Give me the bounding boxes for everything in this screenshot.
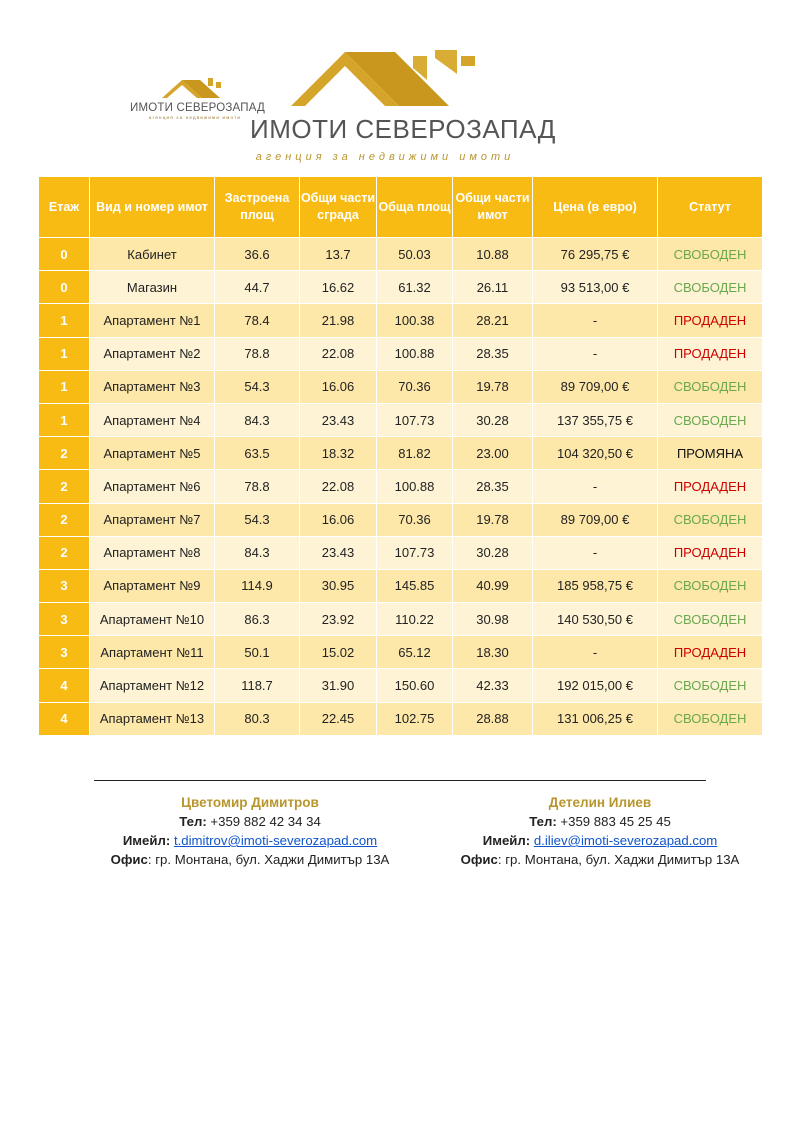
unit-cell: Апартамент №7 (90, 503, 215, 536)
built-area-cell: 63.5 (215, 437, 300, 470)
contact-phone: +359 882 42 34 34 (210, 814, 321, 829)
contact-office: : гр. Монтана, бул. Хаджи Димитър 13А (497, 852, 740, 867)
contact-email-link[interactable]: t.dimitrov@imoti-severozapad.com (173, 833, 378, 848)
contact-email-line (420, 831, 780, 850)
common-unit-cell: 30.28 (453, 536, 533, 569)
brand-tagline-large: агенция за недвижими имоти (255, 151, 515, 163)
table-row (39, 370, 763, 403)
status-cell: ПРОДАДЕН (658, 337, 763, 370)
unit-cell: Кабинет (90, 238, 215, 271)
contact-phone: +359 883 45 25 45 (560, 814, 671, 829)
common-unit-cell: 19.78 (453, 503, 533, 536)
email-label: Имейл: (122, 833, 171, 848)
total-area-cell: 107.73 (377, 536, 453, 569)
total-area-cell: 150.60 (377, 669, 453, 702)
price-cell: 192 015,00 € (533, 669, 658, 702)
status-cell: ПРОДАДЕН (658, 636, 763, 669)
common-building-cell: 13.7 (300, 238, 377, 271)
phone-label: Тел: (529, 814, 557, 829)
contact-email-link[interactable]: d.iliev@imoti-severozapad.com (533, 833, 718, 848)
header-floor: Етаж (39, 177, 90, 238)
table-row (39, 636, 763, 669)
total-area-cell: 61.32 (377, 271, 453, 304)
price-cell: 104 320,50 € (533, 437, 658, 470)
built-area-cell: 50.1 (215, 636, 300, 669)
unit-cell: Апартамент №12 (90, 669, 215, 702)
floor-cell: 2 (39, 536, 90, 569)
price-cell: 131 006,25 € (533, 702, 658, 735)
status-cell: СВОБОДЕН (658, 603, 763, 636)
built-area-cell: 44.7 (215, 271, 300, 304)
total-area-cell: 100.88 (377, 470, 453, 503)
unit-cell: Апартамент №3 (90, 370, 215, 403)
header-unit: Вид и номер имот (90, 177, 215, 238)
total-area-cell: 70.36 (377, 370, 453, 403)
common-unit-cell: 19.78 (453, 370, 533, 403)
common-unit-cell: 30.28 (453, 403, 533, 436)
contact-phone-line (70, 812, 430, 831)
price-cell: - (533, 536, 658, 569)
common-unit-cell: 28.35 (453, 470, 533, 503)
built-area-cell: 78.4 (215, 304, 300, 337)
floor-cell: 4 (39, 702, 90, 735)
header-total-area: Обща площ (377, 177, 453, 238)
header-common-unit: Общи части имот (453, 177, 533, 238)
total-area-cell: 145.85 (377, 569, 453, 602)
common-unit-cell: 10.88 (453, 238, 533, 271)
status-cell: ПРОДАДЕН (658, 536, 763, 569)
table-row (39, 536, 763, 569)
status-cell: ПРОДАДЕН (658, 470, 763, 503)
contact-card-1 (70, 793, 430, 869)
common-building-cell: 23.43 (300, 536, 377, 569)
table-row (39, 503, 763, 536)
unit-cell: Апартамент №9 (90, 569, 215, 602)
unit-cell: Магазин (90, 271, 215, 304)
total-area-cell: 100.88 (377, 337, 453, 370)
common-building-cell: 16.06 (300, 370, 377, 403)
built-area-cell: 80.3 (215, 702, 300, 735)
total-area-cell: 65.12 (377, 636, 453, 669)
property-table (38, 176, 763, 736)
table-row (39, 702, 763, 735)
table-header-row (39, 177, 763, 238)
unit-cell: Апартамент №4 (90, 403, 215, 436)
total-area-cell: 81.82 (377, 437, 453, 470)
floor-cell: 4 (39, 669, 90, 702)
built-area-cell: 84.3 (215, 536, 300, 569)
status-cell: СВОБОДЕН (658, 702, 763, 735)
common-unit-cell: 42.33 (453, 669, 533, 702)
price-cell: - (533, 470, 658, 503)
common-unit-cell: 28.88 (453, 702, 533, 735)
common-building-cell: 16.06 (300, 503, 377, 536)
common-building-cell: 21.98 (300, 304, 377, 337)
contact-name: Детелин Илиев (548, 795, 652, 810)
floor-cell: 1 (39, 337, 90, 370)
brand-logo-small (130, 74, 265, 120)
common-building-cell: 22.08 (300, 337, 377, 370)
common-building-cell: 23.43 (300, 403, 377, 436)
unit-cell: Апартамент №2 (90, 337, 215, 370)
footer-divider (94, 780, 706, 781)
unit-cell: Апартамент №6 (90, 470, 215, 503)
common-building-cell: 22.45 (300, 702, 377, 735)
total-area-cell: 110.22 (377, 603, 453, 636)
built-area-cell: 118.7 (215, 669, 300, 702)
price-cell: 76 295,75 € (533, 238, 658, 271)
contact-office-line (70, 850, 430, 869)
floor-cell: 0 (39, 238, 90, 271)
floor-cell: 1 (39, 304, 90, 337)
contact-office-line (420, 850, 780, 869)
built-area-cell: 84.3 (215, 403, 300, 436)
unit-cell: Апартамент №1 (90, 304, 215, 337)
total-area-cell: 102.75 (377, 702, 453, 735)
status-cell: СВОБОДЕН (658, 271, 763, 304)
email-label: Имейл: (482, 833, 531, 848)
header-price: Цена (в евро) (533, 177, 658, 238)
built-area-cell: 86.3 (215, 603, 300, 636)
built-area-cell: 36.6 (215, 238, 300, 271)
price-cell: 89 709,00 € (533, 370, 658, 403)
price-cell: 185 958,75 € (533, 569, 658, 602)
phone-label: Тел: (179, 814, 207, 829)
price-cell: 89 709,00 € (533, 503, 658, 536)
brand-tagline-small: агенция за недвижими имоти (148, 115, 242, 120)
table-row (39, 470, 763, 503)
price-cell: - (533, 304, 658, 337)
common-building-cell: 16.62 (300, 271, 377, 304)
table-row (39, 669, 763, 702)
unit-cell: Апартамент №8 (90, 536, 215, 569)
price-cell: - (533, 337, 658, 370)
status-cell: СВОБОДЕН (658, 503, 763, 536)
price-cell: 137 355,75 € (533, 403, 658, 436)
status-cell: ПРОМЯНА (658, 437, 763, 470)
built-area-cell: 78.8 (215, 470, 300, 503)
built-area-cell: 114.9 (215, 569, 300, 602)
table-row (39, 437, 763, 470)
table-row (39, 603, 763, 636)
floor-cell: 2 (39, 503, 90, 536)
status-cell: СВОБОДЕН (658, 370, 763, 403)
brand-name-small: ИМОТИ СЕВЕРОЗАПАД (130, 102, 265, 114)
price-cell: - (533, 636, 658, 669)
table-row (39, 569, 763, 602)
built-area-cell: 54.3 (215, 370, 300, 403)
total-area-cell: 107.73 (377, 403, 453, 436)
status-cell: СВОБОДЕН (658, 669, 763, 702)
header-common-building: Общи части сграда (300, 177, 377, 238)
contact-phone-line (420, 812, 780, 831)
built-area-cell: 78.8 (215, 337, 300, 370)
table-row (39, 238, 763, 271)
brand-logo-large (250, 46, 556, 163)
common-unit-cell: 30.98 (453, 603, 533, 636)
floor-cell: 0 (39, 271, 90, 304)
floor-cell: 2 (39, 470, 90, 503)
unit-cell: Апартамент №11 (90, 636, 215, 669)
floor-cell: 3 (39, 636, 90, 669)
header-built-area: Застроена площ (215, 177, 300, 238)
brand-name-large: ИМОТИ СЕВЕРОЗАПАД (250, 114, 556, 144)
common-building-cell: 15.02 (300, 636, 377, 669)
total-area-cell: 50.03 (377, 238, 453, 271)
floor-cell: 3 (39, 569, 90, 602)
status-cell: СВОБОДЕН (658, 569, 763, 602)
office-label: Офис (110, 852, 148, 867)
common-building-cell: 30.95 (300, 569, 377, 602)
roof-logo-icon (160, 74, 230, 100)
status-cell: СВОБОДЕН (658, 238, 763, 271)
common-unit-cell: 26.11 (453, 271, 533, 304)
unit-cell: Апартамент №5 (90, 437, 215, 470)
status-cell: ПРОДАДЕН (658, 304, 763, 337)
header-status: Статут (658, 177, 763, 238)
common-unit-cell: 40.99 (453, 569, 533, 602)
contact-email-line (70, 831, 430, 850)
common-building-cell: 22.08 (300, 470, 377, 503)
common-unit-cell: 28.21 (453, 304, 533, 337)
built-area-cell: 54.3 (215, 503, 300, 536)
table-row (39, 337, 763, 370)
roof-logo-icon (285, 46, 485, 110)
total-area-cell: 70.36 (377, 503, 453, 536)
common-building-cell: 31.90 (300, 669, 377, 702)
common-unit-cell: 28.35 (453, 337, 533, 370)
contact-name: Цветомир Димитров (181, 795, 319, 810)
contact-card-2 (420, 793, 780, 869)
floor-cell: 2 (39, 437, 90, 470)
status-cell: СВОБОДЕН (658, 403, 763, 436)
table-row (39, 271, 763, 304)
common-unit-cell: 23.00 (453, 437, 533, 470)
floor-cell: 3 (39, 603, 90, 636)
common-unit-cell: 18.30 (453, 636, 533, 669)
table-row (39, 403, 763, 436)
common-building-cell: 23.92 (300, 603, 377, 636)
price-cell: 140 530,50 € (533, 603, 658, 636)
total-area-cell: 100.38 (377, 304, 453, 337)
common-building-cell: 18.32 (300, 437, 377, 470)
unit-cell: Апартамент №13 (90, 702, 215, 735)
unit-cell: Апартамент №10 (90, 603, 215, 636)
contact-office: : гр. Монтана, бул. Хаджи Димитър 13А (147, 852, 390, 867)
price-cell: 93 513,00 € (533, 271, 658, 304)
table-row (39, 304, 763, 337)
floor-cell: 1 (39, 403, 90, 436)
office-label: Офис (460, 852, 498, 867)
floor-cell: 1 (39, 370, 90, 403)
